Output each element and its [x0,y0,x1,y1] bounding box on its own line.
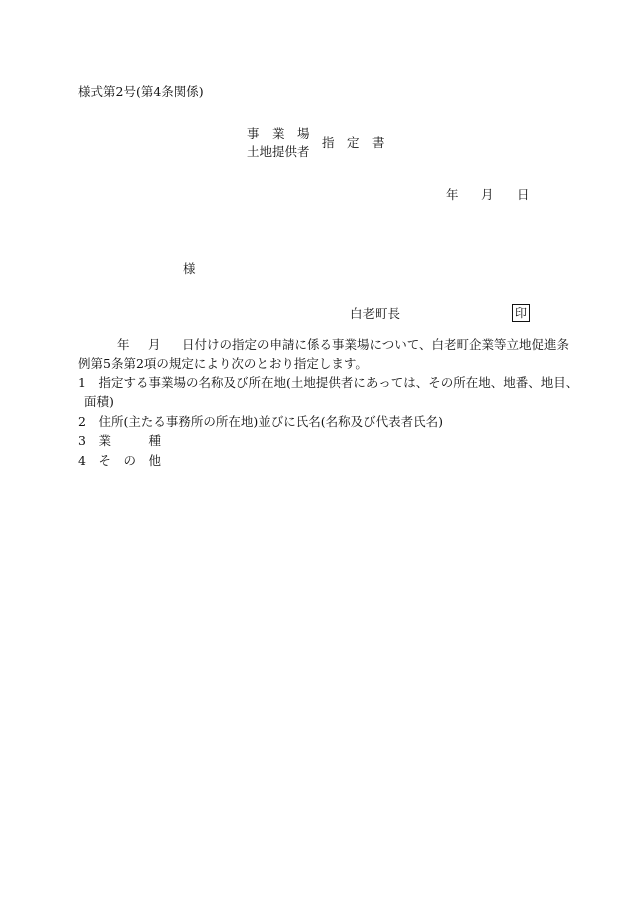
list-item-1-continuation: 面積) [84,394,114,409]
body-text-line1: 日付けの指定の申請に係る事業場について、白老町企業等立地促進条 [182,337,570,352]
date-year-label: 年 [446,187,459,202]
issuer-name: 白老町長 [350,306,401,321]
title-land-provider: 土地提供者 [247,144,310,159]
body-text-line2: 例第5条第2項の規定により次のとおり指定します。 [78,356,368,371]
body-month-label: 月 [148,337,161,352]
seal-mark: 印 [512,304,530,322]
addressee-honorific: 様 [183,261,196,276]
date-month-label: 月 [481,187,494,202]
list-item-3: 3 業 種 [78,433,161,448]
list-item-4: 4 そ の 他 [78,453,161,468]
list-item-1: 1 指定する事業場の名称及び所在地(土地提供者にあっては、その所在地、地番、地目、 [78,375,579,390]
title-business-site: 事 業 場 [247,126,310,141]
title-designation-letter: 指 定 書 [322,135,385,150]
date-day-label: 日 [517,187,530,202]
form-number: 様式第2号(第4条関係) [78,84,204,99]
list-item-2: 2 住所(主たる事務所の所在地)並びに氏名(名称及び代表者氏名) [78,414,443,429]
body-year-label: 年 [117,337,130,352]
